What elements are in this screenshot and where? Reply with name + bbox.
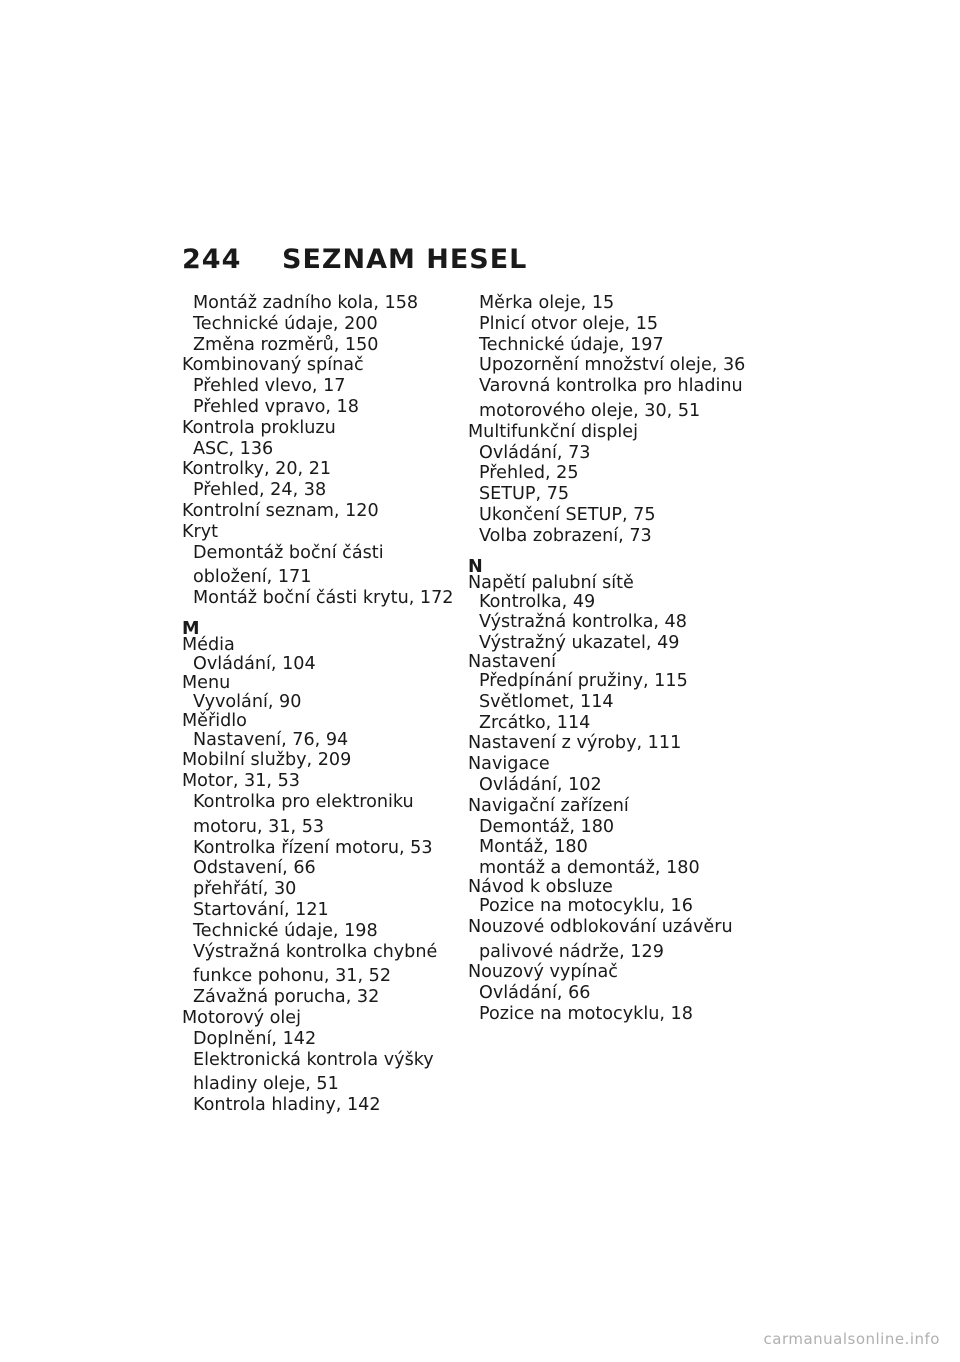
index-entry: Nastavení z výroby, 111 <box>468 733 682 754</box>
watermark: carmanualsonline.info <box>763 1330 940 1348</box>
index-subentry: Nastavení, 76, 94 <box>193 729 349 750</box>
index-entry: Nouzový vypínač <box>468 962 618 983</box>
index-subentry: Závažná porucha, 32 <box>193 987 380 1008</box>
index-subentry: Přehled, 25 <box>479 463 579 484</box>
index-subentry: Kontrola hladiny, 142 <box>193 1095 381 1116</box>
index-entry: Navigace <box>468 754 550 775</box>
index-entry: Motor, 31, 53 <box>182 771 300 792</box>
index-entry: Menu <box>182 672 231 693</box>
index-entry: Kombinovaný spínač <box>182 355 364 376</box>
index-subentry: Montáž zadního kola, 158 <box>193 293 419 313</box>
index-subentry: Změna rozměrů, 150 <box>193 334 379 355</box>
index-entry: Kontrola prokluzu <box>182 417 336 438</box>
index-entry: Kontrolky, 20, 21 <box>182 459 332 480</box>
index-entry: Nastavení <box>468 651 557 672</box>
index-subentry: montáž a demontáž, 180 <box>479 858 700 879</box>
index-subentry: Varovná kontrolka pro hladinu <box>479 376 743 397</box>
index-entry: Motorový olej <box>182 1007 301 1028</box>
index-subentry: Technické údaje, 198 <box>193 920 378 941</box>
index-subentry: Technické údaje, 200 <box>193 313 378 334</box>
index-subentry: Světlomet, 114 <box>479 691 614 712</box>
index-subentry: Doplnění, 142 <box>193 1028 317 1049</box>
index-subentry: Kontrolka pro elektroniku <box>193 791 414 812</box>
index-subentry-continuation: funkce pohonu, 31, 52 <box>193 966 392 987</box>
page-number: 244 <box>182 244 242 275</box>
index-subentry: Kontrolka, 49 <box>479 591 596 612</box>
index-column-left <box>182 293 462 1116</box>
index-letter-heading: N <box>468 556 483 577</box>
page-title: SEZNAM HESEL <box>282 244 528 275</box>
index-subentry: Ovládání, 104 <box>193 653 316 674</box>
index-entry: Kontrolní seznam, 120 <box>182 500 379 521</box>
index-subentry: Startování, 121 <box>193 899 329 920</box>
index-entry: Nouzové odblokování uzávěru <box>468 916 733 937</box>
index-subentry: SETUP, 75 <box>479 484 570 505</box>
index-subentry: Volba zobrazení, 73 <box>479 525 652 546</box>
index-subentry: Měrka oleje, 15 <box>479 293 615 313</box>
index-subentry: Předpínání pružiny, 115 <box>479 670 688 691</box>
index-subentry: Plnicí otvor oleje, 15 <box>479 313 659 334</box>
index-subentry: Demontáž boční části <box>193 542 384 563</box>
index-subentry: Výstražná kontrolka, 48 <box>479 612 687 633</box>
index-entry: Multifunkční displej <box>468 421 638 442</box>
index-subentry: Výstražná kontrolka chybné <box>193 941 438 962</box>
index-subentry: Odstavení, 66 <box>193 858 316 879</box>
index-entry: Kryt <box>182 521 219 542</box>
index-subentry: přehřátí, 30 <box>193 879 297 900</box>
page-header <box>182 244 527 275</box>
index-entry: Napětí palubní sítě <box>468 572 634 593</box>
index-entry: Návod k obsluze <box>468 876 613 897</box>
index-subentry-continuation: hladiny oleje, 51 <box>193 1074 339 1095</box>
index-subentry: Demontáž, 180 <box>479 816 615 837</box>
index-entry: Mobilní služby, 209 <box>182 750 352 771</box>
index-entry: Navigační zařízení <box>468 795 629 816</box>
index-subentry: ASC, 136 <box>193 438 274 459</box>
index-subentry: Ukončení SETUP, 75 <box>479 504 656 525</box>
index-subentry: Přehled vlevo, 17 <box>193 376 346 397</box>
index-subentry: Pozice na motocyklu, 16 <box>479 895 693 916</box>
index-subentry: Ovládání, 66 <box>479 983 591 1004</box>
index-subentry-continuation: palivové nádrže, 129 <box>479 941 664 962</box>
index-subentry: Montáž, 180 <box>479 837 588 858</box>
index-letter-heading: M <box>182 618 200 639</box>
index-subentry: Pozice na motocyklu, 18 <box>479 1003 693 1024</box>
index-subentry: Technické údaje, 197 <box>479 334 664 355</box>
index-subentry-continuation: motorového oleje, 30, 51 <box>479 400 701 421</box>
index-subentry: Zrcátko, 114 <box>479 712 591 733</box>
index-subentry: Elektronická kontrola výšky <box>193 1049 434 1070</box>
index-subentry: Ovládání, 73 <box>479 442 591 463</box>
index-subentry-continuation: obložení, 171 <box>193 567 312 588</box>
index-column-right <box>468 293 748 1025</box>
index-subentry: Přehled vpravo, 18 <box>193 396 359 417</box>
index-subentry: Upozornění množství oleje, 36 <box>479 355 746 376</box>
index-subentry: Výstražný ukazatel, 49 <box>479 633 680 654</box>
index-subentry: Ovládání, 102 <box>479 774 602 795</box>
index-subentry: Přehled, 24, 38 <box>193 480 327 501</box>
index-subentry-continuation: motoru, 31, 53 <box>193 816 325 837</box>
index-subentry: Kontrolka řízení motoru, 53 <box>193 837 433 858</box>
index-entry: Měřidlo <box>182 710 247 731</box>
index-subentry: Vyvolání, 90 <box>193 691 302 712</box>
index-entry: Média <box>182 634 235 655</box>
index-subentry: Montáž boční části krytu, 172 <box>193 588 454 609</box>
